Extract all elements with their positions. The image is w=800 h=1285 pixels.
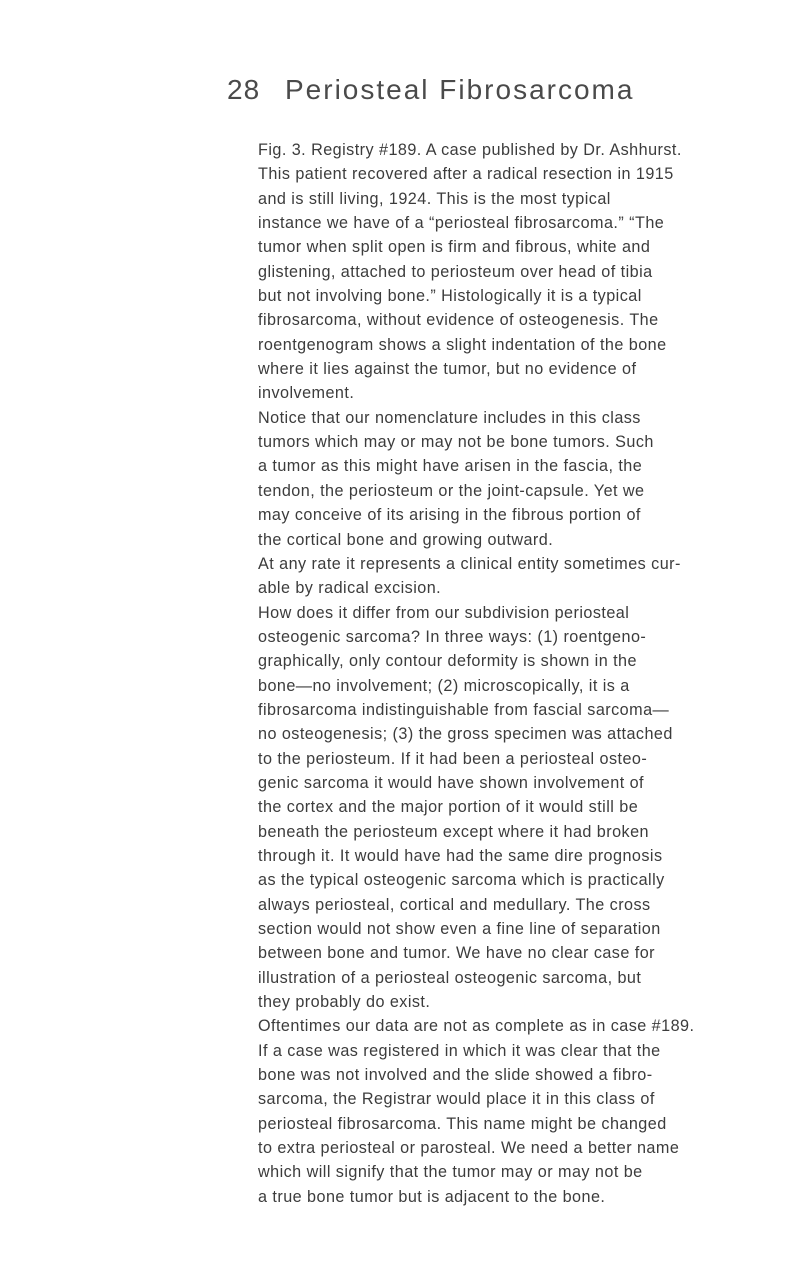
text-line: instance we have of a “periosteal fibrosarcoma.” “The <box>258 214 665 233</box>
page-number: 28 <box>227 74 261 105</box>
text-line: periosteal fibrosarcoma. This name might be changed <box>258 1114 667 1133</box>
text-line: between bone and tumor. We have no clear case for <box>258 944 655 963</box>
text-line: bone—no involvement; (2) microscopically, it is a <box>258 676 630 695</box>
text-line: beneath the periosteum except where it had broken <box>258 822 650 841</box>
text-line: through it. It would have had the same dire prognosis <box>258 846 663 865</box>
text-line: How does it differ from our subdivision periosteal <box>258 603 630 622</box>
text-line: sarcoma, the Registrar would place it in this class of <box>258 1090 655 1109</box>
text-line: no osteogenesis; (3) the gross specimen was attached <box>258 725 673 744</box>
text-line: section would not show even a fine line of separation <box>258 920 661 938</box>
text-line: a tumor as this might have arisen in the fascia, the <box>258 457 643 476</box>
text-line: the cortical bone and growing outward. <box>258 530 554 549</box>
text-line: tendon, the periosteum or the joint-capsule. Yet we <box>258 481 645 500</box>
text-line: tumor when split open is firm and fibrous, white and <box>258 238 651 257</box>
text-line: which will signify that the tumor may or may not be <box>258 1163 643 1182</box>
text-line: the cortex and the major portion of it would still be <box>258 798 639 817</box>
text-line: and is still living, 1924. This is the most typical <box>258 189 611 208</box>
text-line: genic sarcoma it would have shown involvement of <box>258 773 645 792</box>
text-line: Notice that our nomenclature includes in this class <box>258 408 641 427</box>
text-line: Fig. 3. Registry #189. A case published by Dr. Ashhurst. <box>258 141 682 159</box>
text-line: At any rate it represents a clinical entity sometimes cur- <box>258 554 681 573</box>
text-line: illustration of a periosteal osteogenic sarcoma, but <box>258 968 642 987</box>
text-line: a true bone tumor but is adjacent to the bone. <box>258 1187 606 1206</box>
text-line: able by radical excision. <box>258 579 442 598</box>
text-line: always periosteal, cortical and medullary. The cross <box>258 895 651 914</box>
text-line: This patient recovered after a radical resection in 1915 <box>258 165 674 184</box>
text-line: Oftentimes our data are not as complete as in case #189. <box>258 1017 695 1036</box>
text-line: may conceive of its arising in the fibrous portion of <box>258 506 641 525</box>
text-line: fibrosarcoma, without evidence of osteogenesis. The <box>258 311 659 330</box>
text-line: tumors which may or may not be bone tumors. Such <box>258 433 654 452</box>
text-line: but not involving bone.” Histologically it is a typical <box>258 287 642 306</box>
text-line: involvement. <box>258 384 355 403</box>
text-line: bone was not involved and the slide showed a fibro- <box>258 1066 653 1085</box>
text-line: roentgenogram shows a slight indentation of the bone <box>258 335 667 354</box>
text-line: If a case was registered in which it was clear that the <box>258 1041 661 1060</box>
text-line: to extra periosteal or parosteal. We need a better name <box>258 1139 680 1158</box>
text-line: glistening, attached to periosteum over head of tibia <box>258 262 653 281</box>
text-line: fibrosarcoma indistinguishable from fascial sarcoma— <box>258 700 670 719</box>
page-header <box>0 74 800 124</box>
text-line: where it lies against the tumor, but no evidence of <box>258 360 637 379</box>
text-line: to the periosteum. If it had been a periosteal osteo- <box>258 749 648 768</box>
running-title: Periosteal Fibrosarcoma <box>285 74 635 105</box>
text-line: as the typical osteogenic sarcoma which is practically <box>258 871 665 890</box>
text-line: graphically, only contour deformity is shown in the <box>258 652 637 671</box>
body-text <box>258 138 695 1209</box>
text-line: osteogenic sarcoma? In three ways: (1) roentgeno- <box>258 627 647 646</box>
text-line: they probably do exist. <box>258 993 431 1012</box>
